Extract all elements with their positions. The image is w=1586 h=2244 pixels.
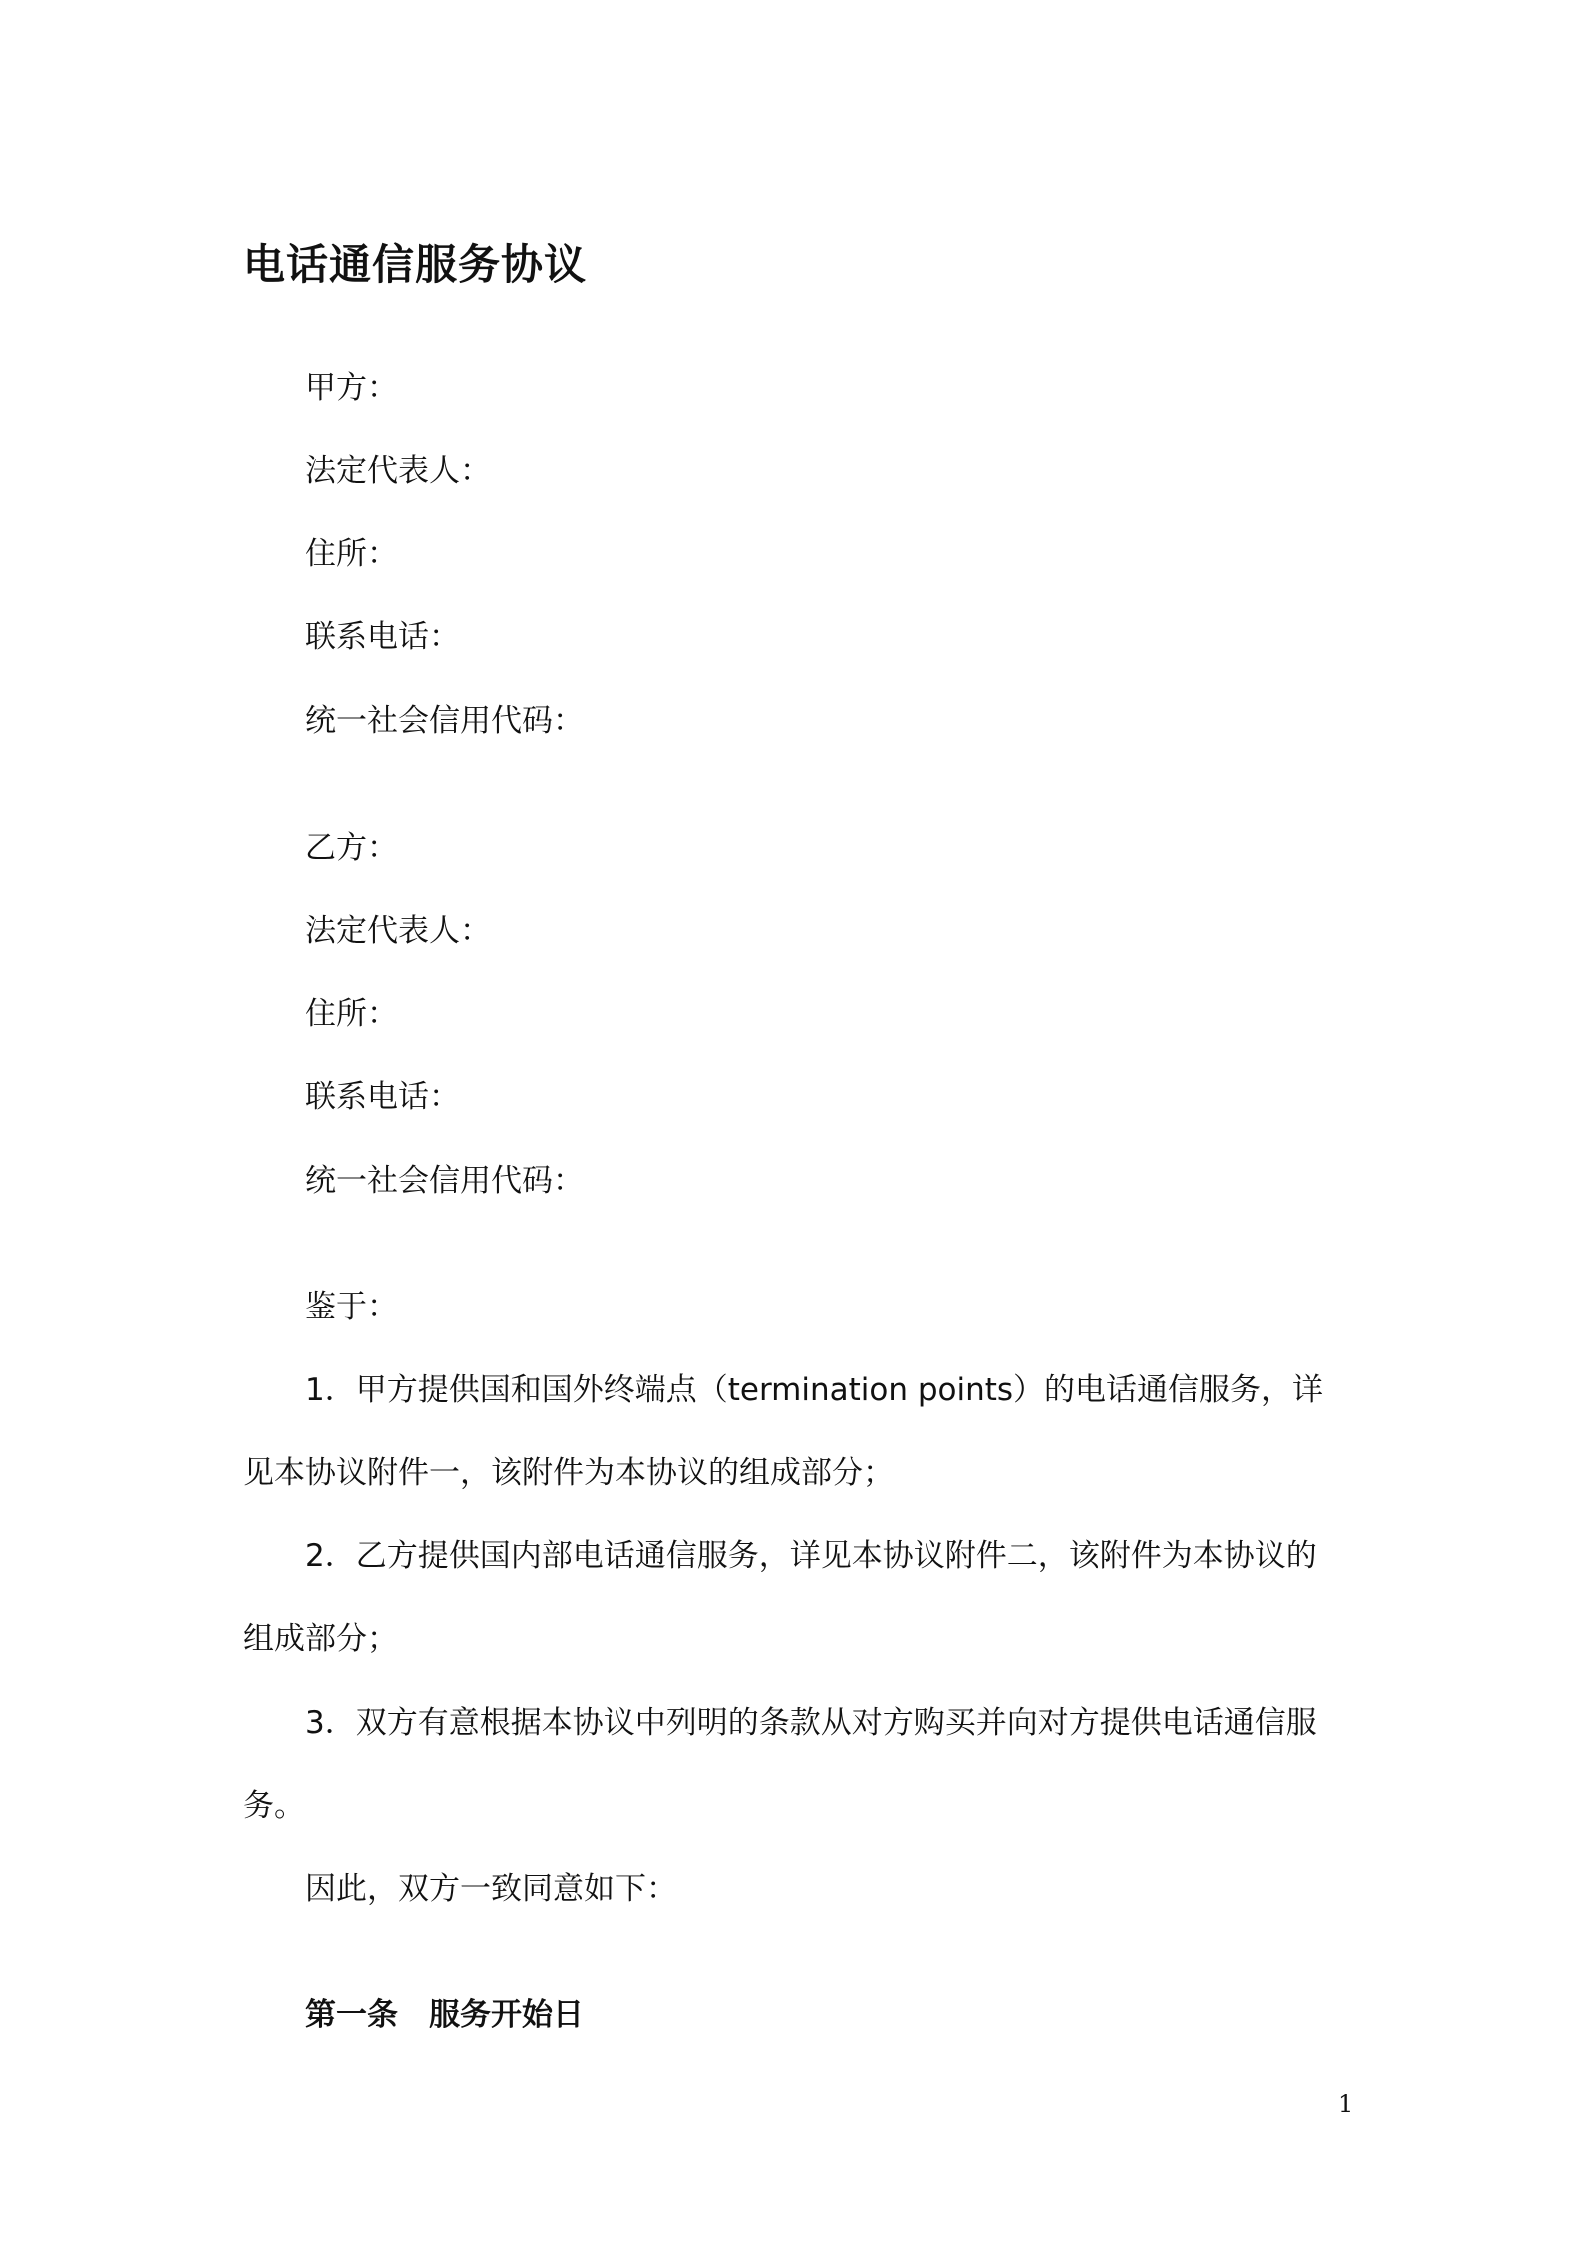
party-b-label: 乙方： xyxy=(305,830,398,866)
clause-2-line-1: 2．乙方提供国内部电话通信服务，详见本协议附件二，该附件为本协议的 xyxy=(305,1538,1317,1574)
whereas-label: 鉴于： xyxy=(305,1289,398,1325)
party-b-phone-label: 联系电话： xyxy=(305,1079,460,1115)
clause-1-line-1: 1．甲方提供国和国外终端点（termination points）的电话通信服务，详 xyxy=(305,1372,1324,1408)
party-a-credit-code-label: 统一社会信用代码： xyxy=(305,703,584,739)
party-a-label: 甲方： xyxy=(305,370,398,406)
clause-2-line-2: 组成部分； xyxy=(243,1621,398,1657)
page-number: 1 xyxy=(1338,2090,1354,2118)
party-b-credit-code-label: 统一社会信用代码： xyxy=(305,1163,584,1199)
party-b-address-label: 住所： xyxy=(305,996,398,1032)
clause-3-line-2: 务。 xyxy=(243,1788,305,1824)
agreement-intro: 因此，双方一致同意如下： xyxy=(305,1871,677,1907)
document-title: 电话通信服务协议 xyxy=(243,240,588,289)
clause-3-line-1: 3．双方有意根据本协议中列明的条款从对方购买并向对方提供电话通信服 xyxy=(305,1705,1317,1741)
party-b-representative-label: 法定代表人： xyxy=(305,913,491,949)
party-a-representative-label: 法定代表人： xyxy=(305,453,491,489)
party-a-phone-label: 联系电话： xyxy=(305,619,460,655)
article-1-heading: 第一条 服务开始日 xyxy=(305,1997,584,2033)
party-a-address-label: 住所： xyxy=(305,536,398,572)
clause-1-line-2: 见本协议附件一，该附件为本协议的组成部分； xyxy=(243,1455,894,1491)
